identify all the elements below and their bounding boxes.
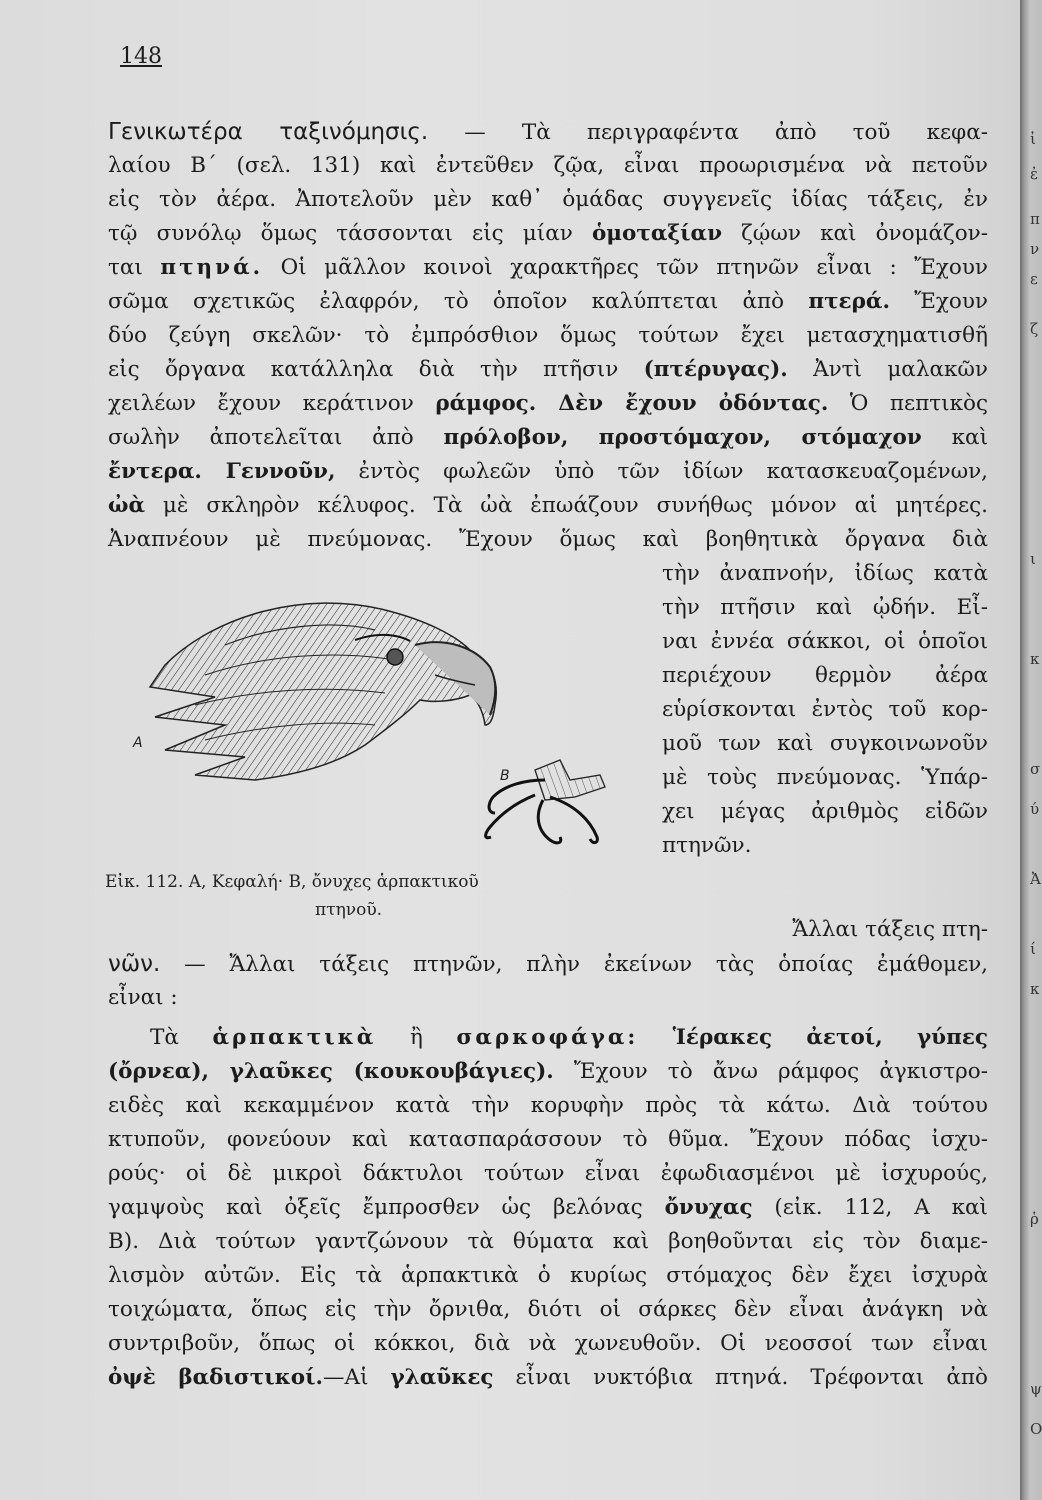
paragraph-line: ρούς· οἱ δὲ μικροὶ δάκτυλοι τούτων εἶναι ἐφωδιασμένοι μὲ ἰσχυρούς,: [108, 1161, 988, 1186]
paragraph-line: δύο ζεύγη σκελῶν· τὸ ἐμπρόσθιον ὅμως τούτων ἔχει μετασχηματισθῆ: [108, 323, 988, 348]
paragraph-line: ἔντερα. Γεννοῦν, ἐντὸς φωλεῶν ὑπὸ τῶν ἰδίων κατασκευαζομένων,: [108, 459, 989, 484]
column-line: πτηνῶν.: [662, 833, 752, 858]
bold-term: ὄνυχας: [664, 1195, 753, 1220]
bold-term: γλαῦκες: [390, 1365, 494, 1390]
bold-term: (πτέρυγας).: [643, 357, 788, 382]
eagle-illustration: [105, 575, 635, 875]
paragraph-line: σῶμα σχετικῶς ἐλαφρόν, τὸ ὁποῖον καλύπτεται ἀπὸ πτερά. Ἔχουν: [108, 289, 989, 314]
column-line: χει μέγας ἀριθμὸς εἰδῶν: [662, 799, 988, 824]
bold-term: ράμφος. Δὲν ἔχουν ὀδόντας.: [435, 391, 829, 416]
bold-term: (ὄρνεα), γλαῦκες (κουκουβάγιες).: [108, 1059, 554, 1084]
bold-term: ὀψὲ βαδιστικοί.: [108, 1365, 323, 1390]
eagle-head-drawing: [132, 603, 496, 780]
section-heading: νῶν.: [108, 951, 161, 977]
paragraph-line: νῶν. — Ἄλλαι τάξεις πτηνῶν, πλὴν ἐκείνων τὰς ὁποίας ἐμάθομεν,: [108, 951, 988, 977]
caption-line: Εἰκ. 112. Α, Κεφαλή· Β, ὄνυχες ἁρπακτικοῦ: [105, 872, 479, 892]
paragraph-line: τοιχώματα, ὅπως εἰς τὴν ὄρνιθα, διότι οἱ σάρκες δὲν εἶναι ἀνάγκη νὰ: [108, 1297, 988, 1322]
spaced-term: σαρκοφάγα:: [456, 1025, 639, 1050]
paragraph-line: (ὄρνεα), γλαῦκες (κουκουβάγιες). Ἔχουν τὸ ἄνω ράμφος ἀγκιστρο-: [108, 1059, 989, 1084]
talons-drawing: [486, 760, 605, 843]
paragraph-line: ειδὲς καὶ κεκαμμένον κατὰ τὴν κορυφὴν πρὸς τὰ κάτω. Διὰ τούτου: [108, 1093, 988, 1118]
bold-term: πτερά.: [808, 289, 890, 314]
figure-label-b: B: [500, 768, 510, 784]
paragraph-line: ὀψὲ βαδιστικοί.—Αἱ γλαῦκες εἶναι νυκτόβια πτηνά. Τρέφονται ἀπὸ: [108, 1365, 988, 1390]
paragraph-line: κτυποῦν, φονεύουν καὶ κατασπαράσσουν τὸ θῦμα. Ἔχουν πόδας ἰσχυ-: [108, 1127, 988, 1152]
section-heading: Ἄλλαι τάξεις πτη-: [792, 917, 988, 942]
column-line: μοῦ των καὶ συγκοινωνοῦν: [662, 731, 988, 756]
paragraph-line: εἰς ὄργανα κατάλληλα διὰ τὴν πτῆσιν (πτέρυγας). Ἀντὶ μαλακῶν: [108, 357, 989, 382]
column-line: περιέχουν θερμὸν ἀέρα: [662, 663, 988, 688]
bold-term: ἔντερα. Γεννοῦν,: [108, 459, 336, 484]
paragraph-line: λισμὸν αὐτῶν. Εἰς τὰ ἁρπακτικὰ ὁ κυρίως στόμαχος δὲν ἔχει ἰσχυρὰ: [108, 1263, 988, 1288]
paragraph-line: ὠὰ μὲ σκληρὸν κέλυφος. Τὰ ὠὰ ἐπωάζουν συνήθως μόνον αἱ μητέρες.: [108, 493, 988, 518]
figure-112: [105, 575, 635, 875]
paragraph-line: Β). Διὰ τούτων γαντζώνουν τὰ θύματα καὶ βοηθοῦνται εἰς τὸν διαμε-: [108, 1229, 988, 1254]
paragraph-line: λαίου Β΄ (σελ. 131) καὶ ἐντεῦθεν ζῷα, εἶναι προωρισμένα νὰ πετοῦν: [108, 153, 988, 178]
paragraph-line: Ἀναπνέουν μὲ πνεύμονας. Ἔχουν ὅμως καὶ βοηθητικὰ ὄργανα διὰ: [108, 527, 988, 552]
column-line: μὲ τοὺς πνεύμονας. Ὑπάρ-: [662, 765, 988, 790]
column-line: τὴν ἀναπνοήν, ἰδίως κατὰ: [662, 561, 988, 586]
column-line: ναι ἐννέα σάκκοι, οἱ ὁποῖοι: [662, 629, 988, 654]
paragraph-line: Τὰ ἁρπακτικὰ ἢ σαρκοφάγα: Ἱέρακες ἀετοί, γύπες: [150, 1025, 988, 1050]
paragraph-line: ται πτηνά. Οἱ μᾶλλον κοινοὶ χαρακτῆρες τῶν πτηνῶν εἶναι : Ἔχουν: [108, 255, 988, 280]
paragraph-line: εἶναι :: [108, 985, 178, 1010]
figure-label-a: A: [133, 735, 143, 751]
page-number: 148: [120, 44, 162, 69]
spaced-term: ἁρπακτικὰ: [212, 1025, 377, 1050]
paragraph-line: χειλέων ἔχουν κεράτινον ράμφος. Δὲν ἔχουν ὀδόντας. Ὁ πεπτικὸς: [108, 391, 988, 416]
paragraph-line: συντριβοῦν, ὅπως οἱ κόκκοι, διὰ νὰ χωνευθοῦν. Οἱ νεοσσοί των εἶναι: [108, 1331, 988, 1356]
bold-term: ὁμοταξίαν: [591, 221, 722, 246]
column-line: τὴν πτῆσιν καὶ ᾠδήν. Εἶ-: [662, 595, 988, 620]
bold-term: Ἱέρακες ἀετοί, γύπες: [638, 1025, 988, 1050]
paragraph-line: τῷ συνόλῳ ὅμως τάσσονται εἰς μίαν ὁμοταξίαν ζῴων καὶ ὀνομάζον-: [108, 221, 988, 246]
figure-caption: [105, 868, 505, 924]
spaced-term: πτηνά.: [160, 255, 264, 280]
paragraph-line: εἰς τὸν ἀέρα. Ἀποτελοῦν μὲν καθ᾽ ὁμάδας συγγενεῖς ἰδίας τάξεις, ἐν: [108, 187, 988, 212]
bold-term: πρόλοβον, προστόμαχον, στόμαχον: [443, 425, 922, 450]
caption-line: πτηνοῦ.: [315, 900, 383, 920]
section-heading: Γενικωτέρα ταξινόμησις.: [108, 119, 429, 145]
paragraph-line: γαμψοὺς καὶ ὀξεῖς ἔμπροσθεν ὡς βελόνας ὄνυχας (εἰκ. 112, Α καὶ: [108, 1195, 988, 1220]
paragraph-line: Γενικωτέρα ταξινόμησις. — Τὰ περιγραφέντα ἀπὸ τοῦ κεφα-: [108, 119, 988, 145]
column-line: εὑρίσκονται ἐντὸς τοῦ κορ-: [662, 697, 988, 722]
bold-term: ὠὰ: [108, 493, 146, 518]
paragraph-line: σωλὴν ἀποτελεῖται ἀπὸ πρόλοβον, προστόμαχον, στόμαχον καὶ: [108, 425, 988, 450]
